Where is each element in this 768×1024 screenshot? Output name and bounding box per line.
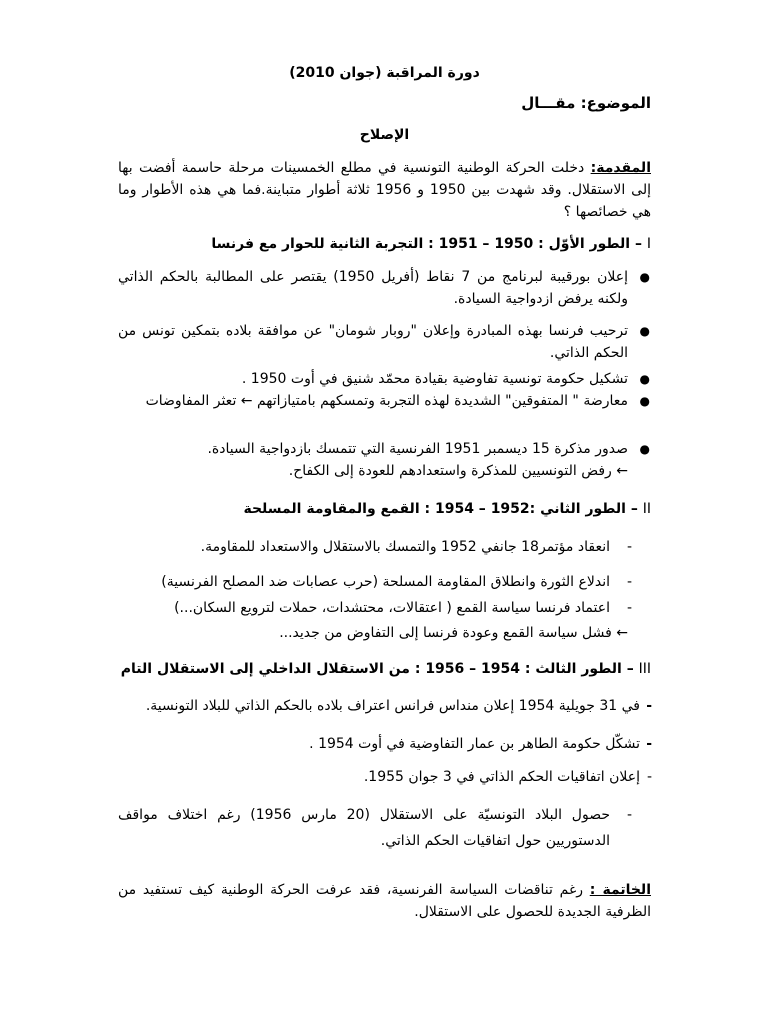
conclusion bbox=[118, 879, 651, 923]
list-item: - تشكّل حكومة الطاهر بن عمار التفاوضية في أوت 1954 . bbox=[118, 733, 640, 755]
dash-icon: - bbox=[626, 539, 632, 555]
session-title: دورة المراقبة (جوان 2010) bbox=[289, 65, 480, 81]
conclusion-text: رغم تناقضات السياسة الفرنسية، فقد عرفت الحركة الوطنية كيف تستفيد من الظرفية الجديدة للحصول على الاستقلال. bbox=[118, 882, 651, 920]
section1-result: ← رفض التونسيين للمذكرة واستعدادهم للعودة إلى الكفاح. bbox=[288, 463, 628, 479]
list-item: - اندلاع الثورة وانطلاق المقاومة المسلحة (حرب عصابات ضد المصلح الفرنسية) bbox=[118, 571, 610, 593]
section2-heading-text: – الطور الثاني :1952 – 1954 : القمع والمقاومة المسلحة bbox=[243, 501, 638, 517]
subject-line bbox=[118, 92, 651, 114]
introduction bbox=[118, 157, 651, 223]
section2-numeral: II bbox=[642, 501, 651, 517]
list-item: - إعلان اتفاقيات الحكم الذاتي في 3 جوان 1955. bbox=[118, 766, 640, 788]
list-item: - انعقاد مؤتمر18 جانفي 1952 والتمسك بالاستقلال والاستعداد للمقاومة. bbox=[118, 536, 610, 558]
section3-heading-text: – الطور الثالث : 1954 – 1956 : من الاستقلال الداخلي إلى الاستقلال التام bbox=[120, 661, 634, 677]
dash-icon: - bbox=[646, 698, 652, 714]
section2-heading bbox=[118, 498, 651, 520]
essay-title: الإصلاح bbox=[359, 127, 410, 143]
conclusion-label: الخاتمة : bbox=[589, 882, 651, 898]
list-item: - في 31 جويلية 1954 إعلان منداس فرانس اعتراف بلاده بالحكم الذاتي للبلاد التونسية. bbox=[118, 695, 640, 717]
bullet-icon: ● bbox=[639, 394, 650, 408]
dash-icon: - bbox=[626, 807, 632, 823]
section1-heading-text: – الطور الأوّل : 1950 – 1951 : التجربة الثانية للحوار مع فرنسا bbox=[211, 236, 642, 252]
intro-label: المقدمة: bbox=[590, 160, 651, 176]
list-item: ● تشكيل حكومة تونسية تفاوضية بقيادة محمّد شنيق في أوت 1950 . bbox=[118, 368, 628, 390]
list-item: ● ترحيب فرنسا بهذه المبادرة وإعلان "روبار شومان" عن موافقة بلاده بتمكين تونس من الحكم الذاتي. bbox=[118, 320, 628, 364]
intro-text: دخلت الحركة الوطنية التونسية في مطلع الخمسينات مرحلة حاسمة أفضت بها إلى الاستقلال. وقد شهدت بين 1950 و 1956 ثلاثة أطوار متباينة.فما هي هذه الأطوار وما هي خصائصها ؟ bbox=[118, 160, 651, 220]
section3-numeral: III bbox=[638, 661, 651, 677]
bullet-icon: ● bbox=[639, 372, 650, 386]
list-item: - حصول البلاد التونسيّة على الاستقلال (20 مارس 1956) رغم اختلاف مواقف الدستوريين حول اتفاقيات الحكم الذاتي. bbox=[118, 802, 610, 854]
bullet-icon: ● bbox=[639, 270, 650, 284]
dash-icon: - bbox=[646, 736, 652, 752]
section1-numeral: I bbox=[646, 236, 651, 252]
list-item: - اعتماد فرنسا سياسة القمع ( اعتقالات، محتشدات، حملات لترويع السكان...) bbox=[118, 597, 610, 619]
section2-result: ← فشل سياسة القمع وعودة فرنسا إلى التفاوض من جديد... bbox=[279, 625, 628, 641]
dash-icon: - bbox=[626, 574, 632, 590]
bullet-icon: ● bbox=[639, 442, 650, 456]
subject-label: الموضوع: bbox=[580, 94, 651, 112]
subject-value: مقـــال bbox=[521, 94, 576, 112]
dash-icon: - bbox=[646, 769, 652, 785]
dash-icon: - bbox=[626, 600, 632, 616]
section1-heading bbox=[118, 233, 651, 255]
list-item: ● إعلان بورقيبة لبرنامج من 7 نقاط (أفريل 1950) يقتصر على المطالبة بالحكم الذاتي ولكنه يرفض ازدواجية السيادة. bbox=[118, 266, 628, 310]
bullet-icon: ● bbox=[639, 324, 650, 338]
section3-heading bbox=[118, 658, 651, 680]
list-item: ● معارضة " المتفوقين" الشديدة لهذه التجربة وتمسكهم بامتيازاتهم ← تعثر المفاوضات bbox=[118, 390, 628, 412]
list-item: ● صدور مذكرة 15 ديسمبر 1951 الفرنسية التي تتمسك بازدواجية السيادة. bbox=[118, 438, 628, 460]
